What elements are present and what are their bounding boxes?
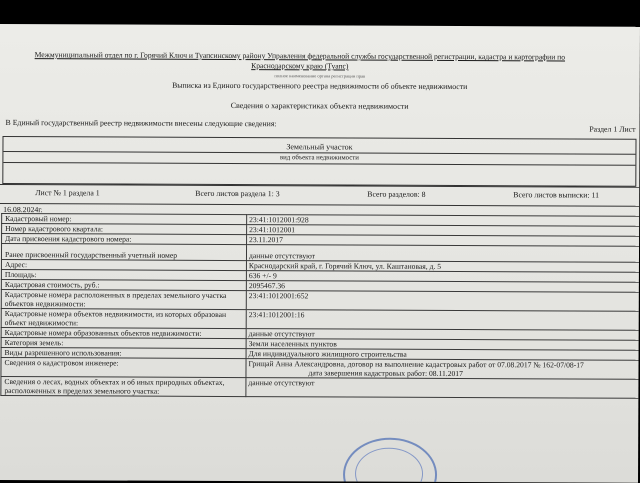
table-row: Сведения о кадастровом инженере: Грищай Анна Александровна, договор на выполнение кадастровых работ от 07.08.2017 № 162-07/08-17 дата завершения кадастровых работ: 08.11.2017 — [1, 358, 640, 380]
table-row: Площадь: 636 +/- 9 — [1, 270, 640, 283]
extract-title: Выписка из Единого государственного реестра недвижимости об объекте недвижимости — [172, 80, 468, 92]
table-row: Адрес: Краснодарский край, г. Горячий Ключ, ул. Каштановая, д. 5 — [1, 260, 640, 273]
sheet-info — [0, 184, 639, 207]
authority-name: Межмуниципальный отдел по г. Горячий Ключ и Туапсинскому району Управления федеральной службы государственной регистрации, кадастра и картографии по Краснодарскому краю (Туапс) — [34, 50, 566, 71]
document-page — [0, 24, 640, 483]
property-table — [0, 213, 640, 399]
official-stamp — [343, 438, 437, 483]
table-row: Дата присвоения кадастрового номера: 23.11.2017 — [2, 234, 640, 247]
table-row: Кадастровый номер: 23:41:1012001:928 — [2, 214, 640, 227]
table-row: Ранее присвоенный государственный учетный номер данные отсутствуют — [1, 244, 640, 263]
object-type-caption: вид объекта недвижимости — [3, 151, 635, 163]
table-row: Кадастровые номера расположенных в пределах земельного участка объектов недвижимости: 23:41:1012001:652 — [1, 290, 640, 312]
object-type: Земельный участок — [286, 142, 353, 152]
table-row: Сведения о лесах, водных объектах и об иных природных объектах, расположенных в пределах земельного участка: данные отсутствуют — [1, 377, 640, 399]
authority-caption: полное наименование органа регистрации прав — [274, 73, 366, 79]
extract-sheets-total: Всего листов выписки: 11 — [513, 190, 600, 200]
document-date: 16.08.2024г. — [3, 205, 43, 215]
intro-text: В Единый государственный реестр недвижимости внесены следующие сведения: — [5, 118, 277, 129]
table-row: Категория земель: Земли населенных пунктов — [1, 338, 640, 351]
section-label: Раздел 1 Лист — [589, 124, 636, 134]
table-row: Кадастровая стоимость, руб.: 2095467.36 — [1, 280, 640, 293]
sheet-number: Лист № 1 раздела 1 — [35, 188, 100, 198]
table-row: Номер кадастрового квартала: 23:41:1012001 — [2, 224, 640, 237]
object-type-box — [2, 136, 636, 187]
sections-total: Всего разделов: 8 — [367, 189, 426, 199]
table-row: Кадастровые номера объектов недвижимости, из которых образован объект недвижимости: 23:41:1012001:16 — [1, 309, 640, 331]
info-title: Сведения о характеристиках объекта недвижимости — [230, 101, 409, 111]
table-row: Кадастровые номера образованных объектов недвижимости: данные отсутствуют — [1, 328, 640, 341]
table-row: Виды разрешенного использования: Для индивидуального жилищного строительства — [1, 348, 640, 361]
sheets-total: Всего листов раздела 1: 3 — [195, 188, 280, 199]
